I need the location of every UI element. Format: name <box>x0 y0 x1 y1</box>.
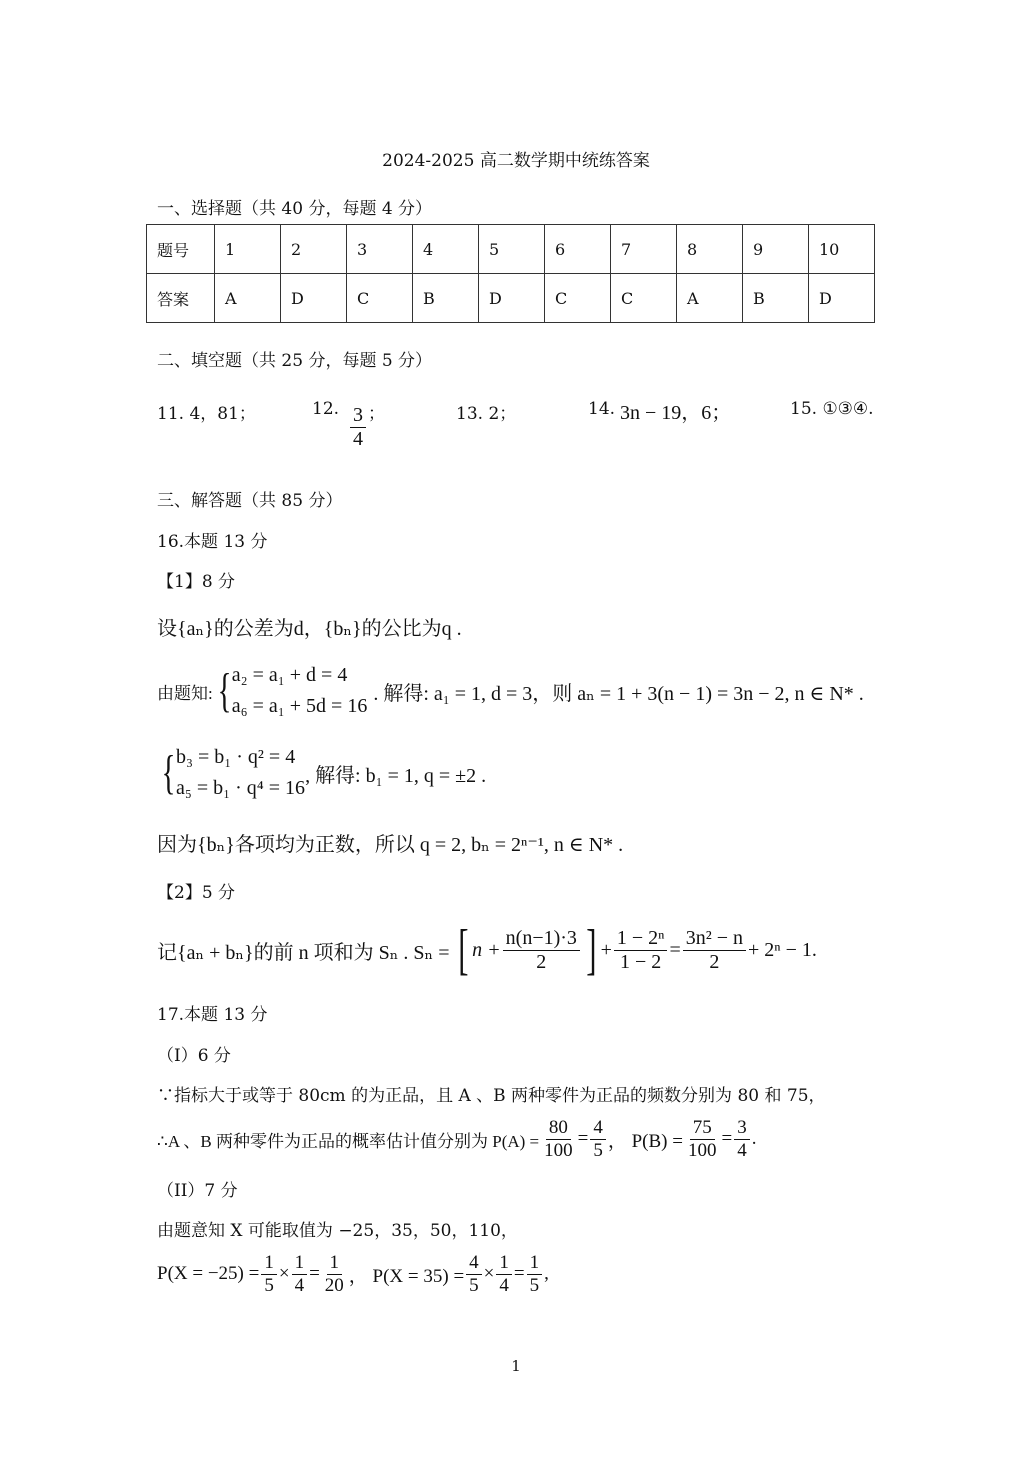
prob-expr: ， P(X = 35) = <box>348 1265 465 1287</box>
frac-numerator: 80 <box>546 1117 571 1140</box>
frac-denominator: 2 <box>709 950 720 973</box>
q17-part2: （II）7 分 <box>157 1181 238 1201</box>
q17-line4 <box>157 1248 549 1300</box>
q17-title: 17.本题 13 分 <box>157 1005 268 1025</box>
left-bracket: [ <box>457 919 468 981</box>
table-cell: D <box>479 274 545 323</box>
q16-line5-prefix: 记{aₙ + bₙ}的前 n 项和为 Sₙ . Sₙ = <box>157 941 450 964</box>
frac-numerator: 1 <box>327 1252 343 1275</box>
frac-numerator: n(n−1)·3 <box>503 927 580 951</box>
right-bracket: ] <box>586 919 597 981</box>
table-cell: 1 <box>215 225 281 274</box>
fraction <box>541 1117 576 1162</box>
period: . <box>751 1128 757 1149</box>
fill-q14-label: 14. <box>588 399 616 419</box>
frac-numerator: 3 <box>350 404 366 428</box>
q16-line1: 设{aₙ}的公差为d，{bₙ}的公比为q . <box>157 618 462 640</box>
table-cell: 3 <box>347 225 413 274</box>
q16-line2-prefix: 由题知: <box>157 683 213 703</box>
q16-line3-suffix: , 解得: b₁ = 1, q = ±2 . <box>305 764 487 787</box>
frac-numerator: 1 <box>261 1252 277 1275</box>
table-cell: B <box>413 274 479 323</box>
q16-part2: 【2】5 分 <box>157 883 236 903</box>
fraction <box>496 1252 512 1297</box>
q16-title: 16.本题 13 分 <box>157 532 268 552</box>
frac-denominator: 1 − 2 <box>620 950 662 973</box>
equals-sign: = <box>513 1263 525 1284</box>
plus-sign: + <box>600 938 612 961</box>
equation: b₃ = b₁ · q² = 4 <box>176 746 296 768</box>
q17-line2-prefix: ∴A 、B 两种零件为正品的概率估计值分别为 P(A) = <box>157 1131 540 1151</box>
frac-denominator: 20 <box>324 1274 344 1296</box>
fraction <box>590 1117 606 1162</box>
q16-line5-tail: + 2ⁿ − 1. <box>748 938 817 961</box>
row-header-answer: 答案 <box>147 274 215 323</box>
q17-line3: 由题意知 X 可能取值为 −25，35，50，110， <box>157 1221 518 1241</box>
q17-part1: （I）6 分 <box>157 1046 231 1066</box>
prob-expr: P(X = −25) = <box>157 1263 260 1284</box>
fraction <box>261 1252 277 1297</box>
table-row-answers <box>147 274 875 323</box>
fraction <box>614 927 668 974</box>
frac-denominator: 5 <box>264 1274 274 1296</box>
frac-denominator: 100 <box>687 1139 717 1161</box>
answer-table <box>146 224 875 323</box>
fill-q11: 11. 4，81； <box>157 404 256 424</box>
left-brace: { <box>217 664 232 717</box>
section2-heading: 二、填空题（共 25 分，每题 5 分） <box>157 351 433 371</box>
frac-numerator: 4 <box>590 1117 606 1140</box>
fraction <box>503 927 580 974</box>
frac-numerator: 1 <box>527 1252 543 1275</box>
fraction <box>466 1252 482 1297</box>
q17-line2-mid: ， P(B) = <box>607 1130 683 1152</box>
frac-numerator: 1 <box>496 1252 512 1275</box>
fill-q13: 13. 2； <box>456 404 517 424</box>
equation: a₂ = a₁ + d = 4 <box>231 664 348 686</box>
left-brace: { <box>161 746 176 799</box>
equation: a₆ = a₁ + 5d = 16 <box>231 695 368 717</box>
table-cell: 8 <box>677 225 743 274</box>
q16-line2 <box>157 658 864 724</box>
q16-line4: 因为{bₙ}各项均为正数，所以 q = 2, bₙ = 2ⁿ⁻¹, n ∈ N* . <box>157 834 624 856</box>
table-cell: C <box>347 274 413 323</box>
q16-line3 <box>157 740 486 806</box>
table-cell: A <box>677 274 743 323</box>
frac-denominator: 4 <box>294 1274 305 1296</box>
table-cell: C <box>611 274 677 323</box>
fraction <box>685 1117 720 1162</box>
q16-part1: 【1】8 分 <box>157 572 236 592</box>
table-cell: 6 <box>545 225 611 274</box>
times-sign: × <box>278 1263 290 1284</box>
fraction <box>527 1252 543 1297</box>
table-row-numbers <box>147 225 875 274</box>
frac-numerator: 1 − 2ⁿ <box>614 927 668 951</box>
equals-sign: = <box>309 1263 320 1284</box>
frac-denominator: 4 <box>737 1139 747 1161</box>
comma: , <box>544 1263 549 1284</box>
q16-line5 <box>157 920 817 980</box>
table-cell: D <box>281 274 347 323</box>
fraction <box>734 1117 750 1162</box>
frac-numerator: 4 <box>466 1252 482 1275</box>
table-cell: A <box>215 274 281 323</box>
table-cell: 10 <box>809 225 875 274</box>
table-cell: 5 <box>479 225 545 274</box>
row-header-number: 题号 <box>147 225 215 274</box>
frac-numerator: 75 <box>690 1117 715 1140</box>
equals-sign: = <box>721 1128 733 1149</box>
times-sign: × <box>483 1263 495 1284</box>
frac-numerator: 3 <box>734 1117 750 1140</box>
table-cell: C <box>545 274 611 323</box>
fill-q12-fraction <box>348 404 368 451</box>
frac-denominator: 2 <box>536 950 547 973</box>
equals-sign: = <box>669 938 681 961</box>
fill-q14-expr: 3n − 19，6； <box>620 402 732 424</box>
equals-sign: = <box>577 1128 589 1149</box>
fraction <box>292 1252 308 1297</box>
frac-denominator: 100 <box>544 1139 573 1161</box>
section1-heading: 一、选择题（共 40 分，每题 4 分） <box>157 199 433 219</box>
frac-numerator: 3n² − n <box>683 927 746 951</box>
fraction <box>683 927 746 974</box>
frac-denominator: 5 <box>469 1274 479 1296</box>
q17-line2 <box>157 1113 756 1165</box>
q16-line2-suffix: . 解得: a₁ = 1, d = 3，则 aₙ = 1 + 3(n − 1) = 3n − 2, n ∈ N* . <box>373 682 864 705</box>
frac-denominator: 4 <box>353 428 363 450</box>
var-n: n + <box>472 938 501 961</box>
frac-denominator: 5 <box>529 1274 540 1296</box>
frac-denominator: 4 <box>499 1274 509 1296</box>
equation-system <box>232 660 368 722</box>
table-cell: 2 <box>281 225 347 274</box>
equation-system <box>176 742 305 804</box>
equation: a₅ = b₁ · q⁴ = 16 <box>176 777 306 799</box>
table-cell: 9 <box>743 225 809 274</box>
section3-heading: 三、解答题（共 85 分） <box>157 491 343 511</box>
page-title: 2024-2025 高二数学期中统练答案 <box>382 151 650 171</box>
fraction <box>322 1252 347 1297</box>
page-number: 1 <box>511 1357 521 1375</box>
table-cell: B <box>743 274 809 323</box>
frac-denominator: 5 <box>593 1139 603 1161</box>
table-cell: 4 <box>413 225 479 274</box>
table-cell: D <box>809 274 875 323</box>
table-cell: 7 <box>611 225 677 274</box>
frac-numerator: 1 <box>292 1252 308 1275</box>
q17-line1: ∵指标大于或等于 80cm 的为正品，且 A 、B 两种零件为正品的频数分别为 80 和 75， <box>157 1086 826 1106</box>
fill-q15: 15. ①③④. <box>790 399 874 419</box>
fill-q12-sep: ； <box>368 404 385 424</box>
fill-q12-label: 12. <box>312 399 340 419</box>
